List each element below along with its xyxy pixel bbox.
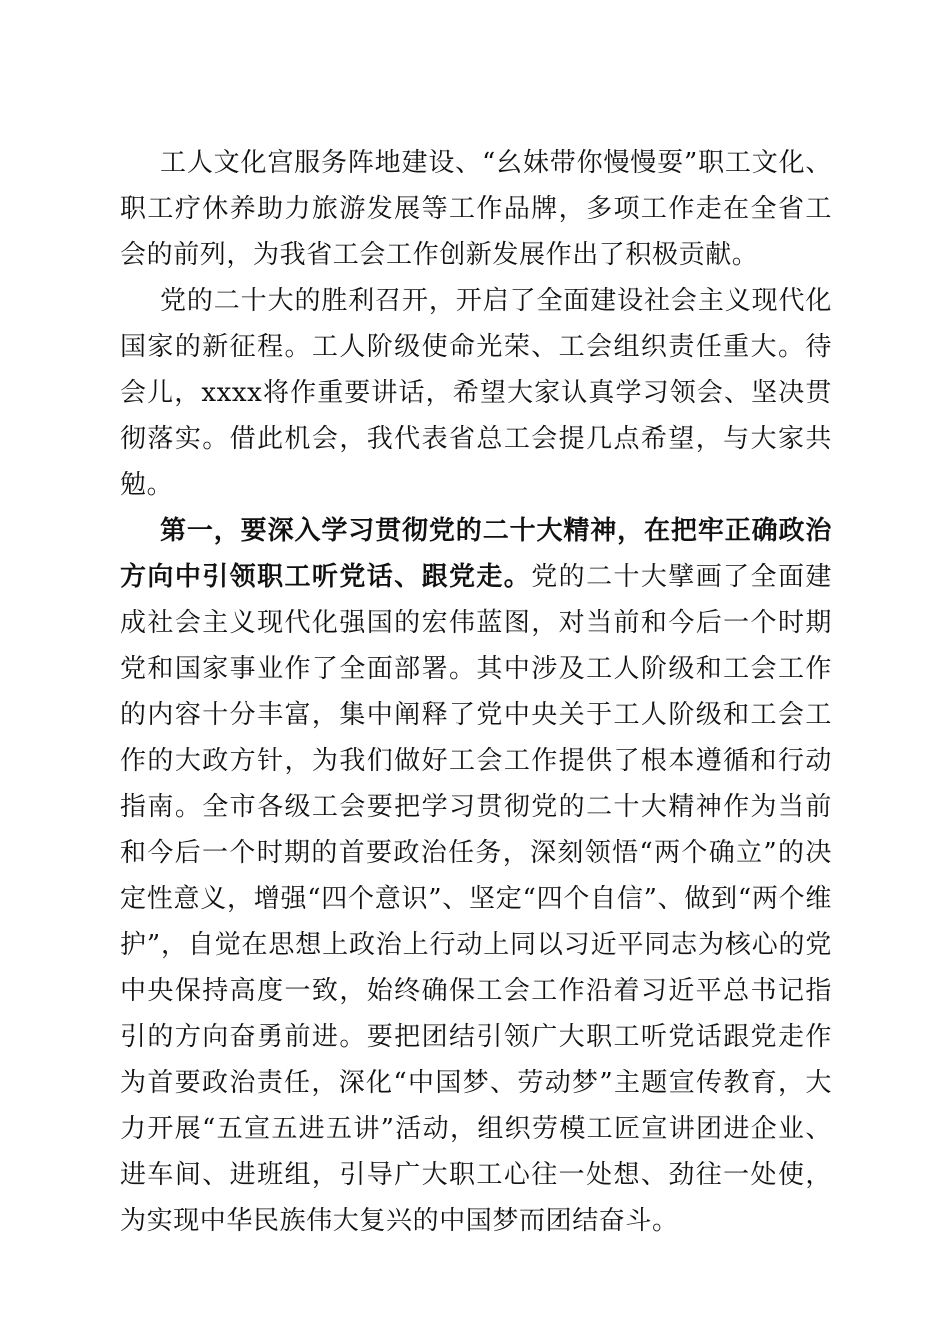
paragraph-3 bbox=[120, 508, 832, 1244]
document-body bbox=[120, 140, 832, 1244]
paragraph-2 bbox=[120, 278, 832, 508]
paragraph-3-heading: 第一，要深入学习贯彻党的二十大精神，在把牢正确政治方向中引领职工听党话、跟党走。 bbox=[120, 516, 832, 592]
paragraph-1 bbox=[120, 140, 832, 278]
paragraph-1-text: 工人文化宫服务阵地建设、“幺妹带你慢慢耍”职工文化、职工疗休养助力旅游发展等工作品牌，多项工作走在全省工会的前列，为我省工会工作创新发展作出了积极贡献。 bbox=[120, 148, 832, 270]
paragraph-2-text: 党的二十大的胜利召开，开启了全面建设社会主义现代化国家的新征程。工人阶级使命光荣、工会组织责任重大。待会儿，xxxx将作重要讲话，希望大家认真学习领会、坚决贯彻落实。借此机会，我代表省总工会提几点希望，与大家共勉。 bbox=[120, 286, 832, 500]
paragraph-3-text: 党的二十大擘画了全面建成社会主义现代化强国的宏伟蓝图，对当前和今后一个时期党和国家事业作了全面部署。其中涉及工人阶级和工会工作的内容十分丰富，集中阐释了党中央关于工人阶级和工会工作的大政方针，为我们做好工会工作提供了根本遵循和行动指南。全市各级工会要把学习贯彻党的二十大精神作为当前和今后一个时期的首要政治任务，深刻领悟“两个确立”的决定性意义，增强“四个意识”、坚定“四个自信”、做到“两个维护”，自觉在思想上政治上行动上同以习近平同志为核心的党中央保持高度一致，始终确保工会工作沿着习近平总书记指引的方向奋勇前进。要把团结引领广大职工听党话跟党走作为首要政治责任，深化“中国梦、劳动梦”主题宣传教育，大力开展“五宣五进五讲”活动，组织劳模工匠宣讲团进企业、进车间、进班组，引导广大职工心往一处想、劲往一处使，为实现中华民族伟大复兴的中国梦而团结奋斗。 bbox=[120, 562, 832, 1236]
